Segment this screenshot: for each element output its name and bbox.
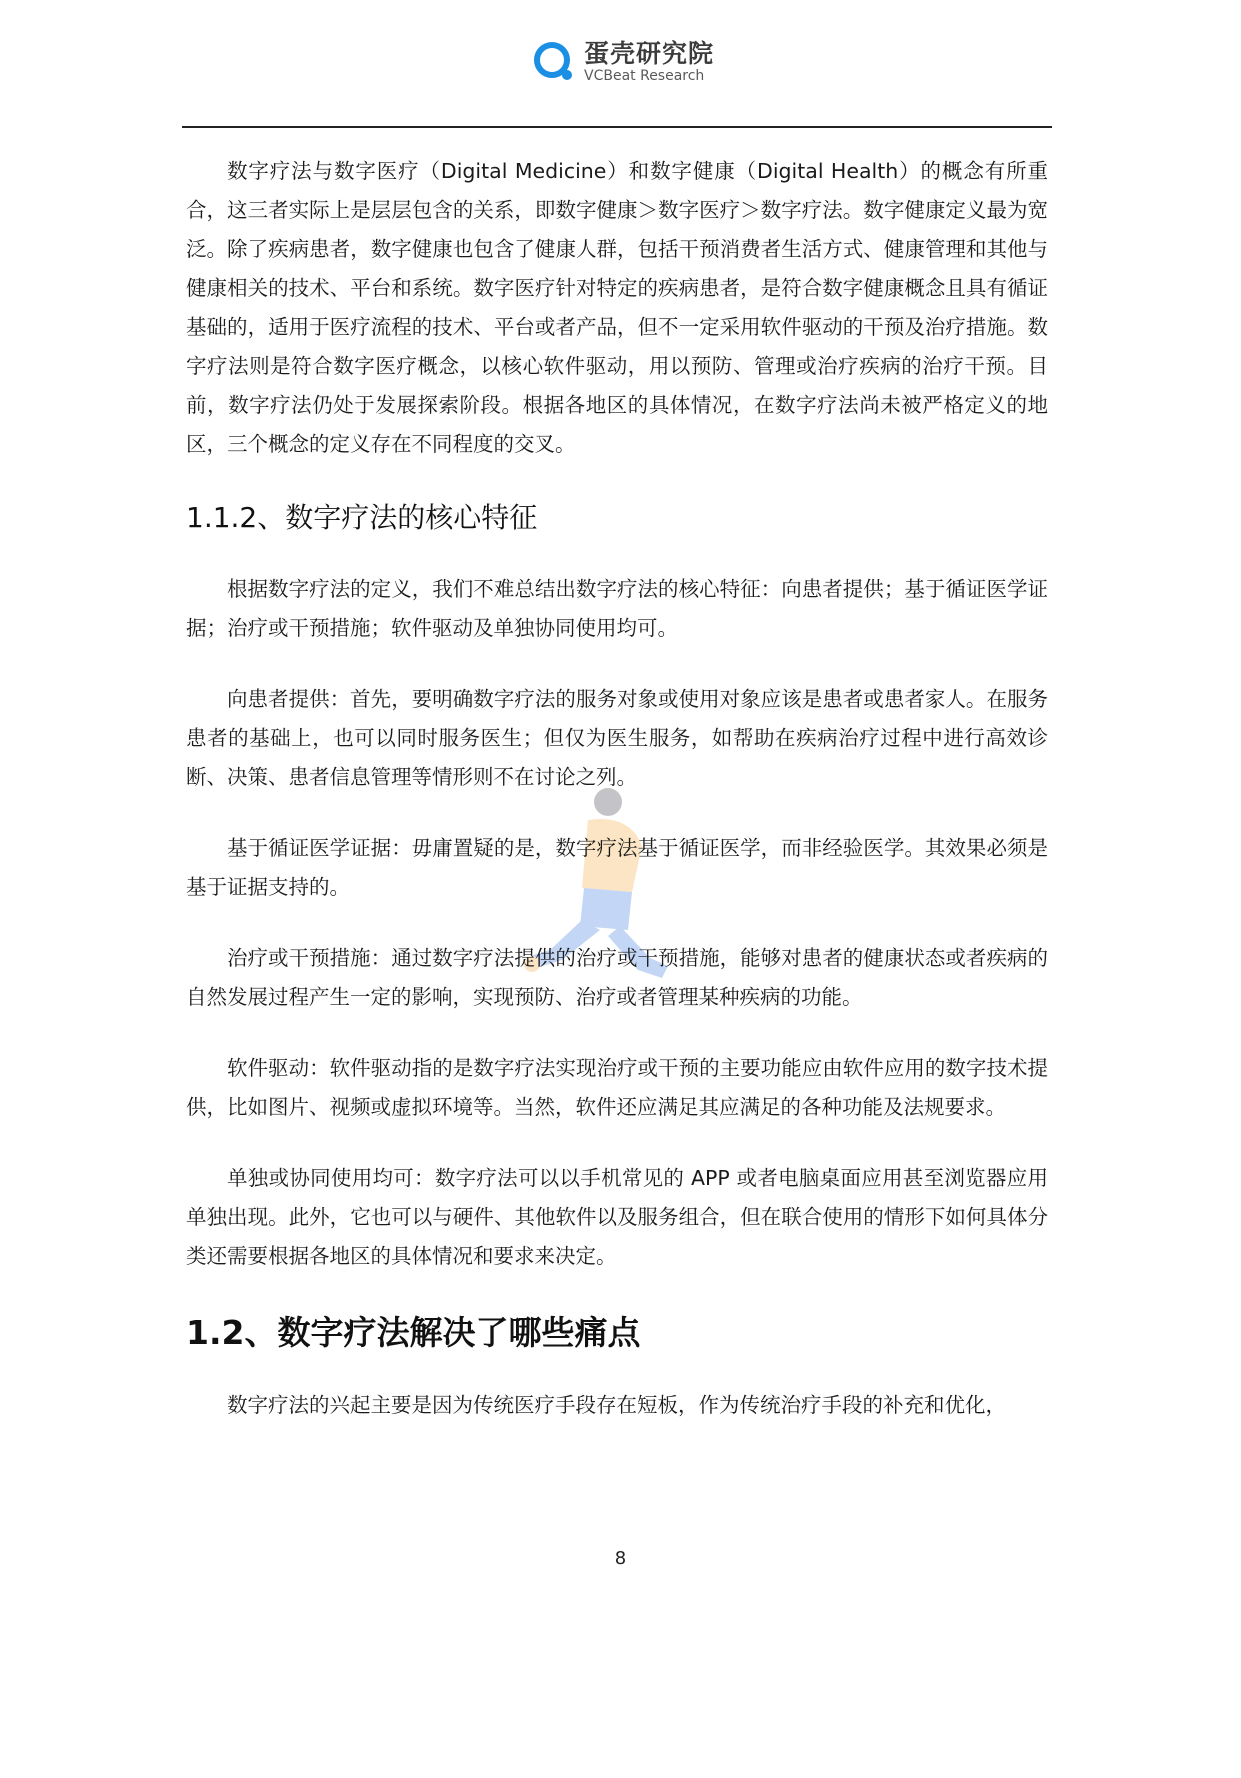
features-intro-paragraph: 根据数字疗法的定义，我们不难总结出数字疗法的核心特征：向患者提供；基于循证医学证据；治疗或干预措施；软件驱动及单独协同使用均可。 bbox=[186, 577, 1048, 640]
feature-patient-paragraph: 向患者提供：首先，要明确数字疗法的服务对象或使用对象应该是患者或患者家人。在服务患者的基础上，也可以同时服务医生；但仅为医生服务，如帮助在疾病治疗过程中进行高效诊断、决策、患者信息管理等情形则不在讨论之列。 bbox=[186, 687, 1048, 789]
document-body bbox=[186, 152, 1048, 1457]
brand-name-en: VCBeat Research bbox=[584, 68, 705, 84]
feature-evidence-paragraph: 基于循证医学证据：毋庸置疑的是，数字疗法基于循证医学，而非经验医学。其效果必须是基于证据支持的。 bbox=[186, 836, 1048, 899]
vcbeat-logo-icon bbox=[532, 40, 576, 84]
pain-points-paragraph: 数字疗法的兴起主要是因为传统医疗手段存在短板，作为传统治疗手段的补充和优化， bbox=[227, 1393, 1006, 1417]
feature-software-paragraph: 软件驱动：软件驱动指的是数字疗法实现治疗或干预的主要功能应由软件应用的数字技术提供，比如图片、视频或虚拟环境等。当然，软件还应满足其应满足的各种功能及法规要求。 bbox=[186, 1056, 1048, 1119]
brand-name-cn: 蛋壳研究院 bbox=[584, 39, 715, 68]
page-number: 8 bbox=[614, 1548, 627, 1569]
page-header bbox=[0, 30, 1241, 90]
section-heading-1-1-2: 1.1.2、数字疗法的核心特征 bbox=[186, 501, 538, 534]
feature-usage-paragraph: 单独或协同使用均可：数字疗法可以以手机常见的 APP 或者电脑桌面应用甚至浏览器应用单独出现。此外，它也可以与硬件、其他软件以及服务组合，但在联合使用的情形下如何具体分类还需要根据各地区的具体情况和要求来决定。 bbox=[186, 1166, 1048, 1268]
section-heading-1-2: 1.2、数字疗法解决了哪些痛点 bbox=[186, 1313, 641, 1352]
feature-treatment-paragraph: 治疗或干预措施：通过数字疗法提供的治疗或干预措施，能够对患者的健康状态或者疾病的自然发展过程产生一定的影响，实现预防、治疗或者管理某种疾病的功能。 bbox=[186, 946, 1048, 1009]
brand-logo bbox=[532, 40, 714, 84]
header-divider bbox=[182, 126, 1052, 128]
intro-paragraph: 数字疗法与数字医疗（Digital Medicine）和数字健康（Digital Health）的概念有所重合，这三者实际上是层层包含的关系，即数字健康＞数字医疗＞数字疗法。数字健康定义最为宽泛。除了疾病患者，数字健康也包含了健康人群，包括干预消费者生活方式、健康管理和其他与健康相关的技术、平台和系统。数字医疗针对特定的疾病患者，是符合数字健康概念且具有循证基础的，适用于医疗流程的技术、平台或者产品，但不一定采用软件驱动的干预及治疗措施。数字疗法则是符合数字医疗概念，以核心软件驱动，用以预防、管理或治疗疾病的治疗干预。目前，数字疗法仍处于发展探索阶段。根据各地区的具体情况，在数字疗法尚未被严格定义的地区，三个概念的定义存在不同程度的交叉。 bbox=[186, 159, 1048, 456]
